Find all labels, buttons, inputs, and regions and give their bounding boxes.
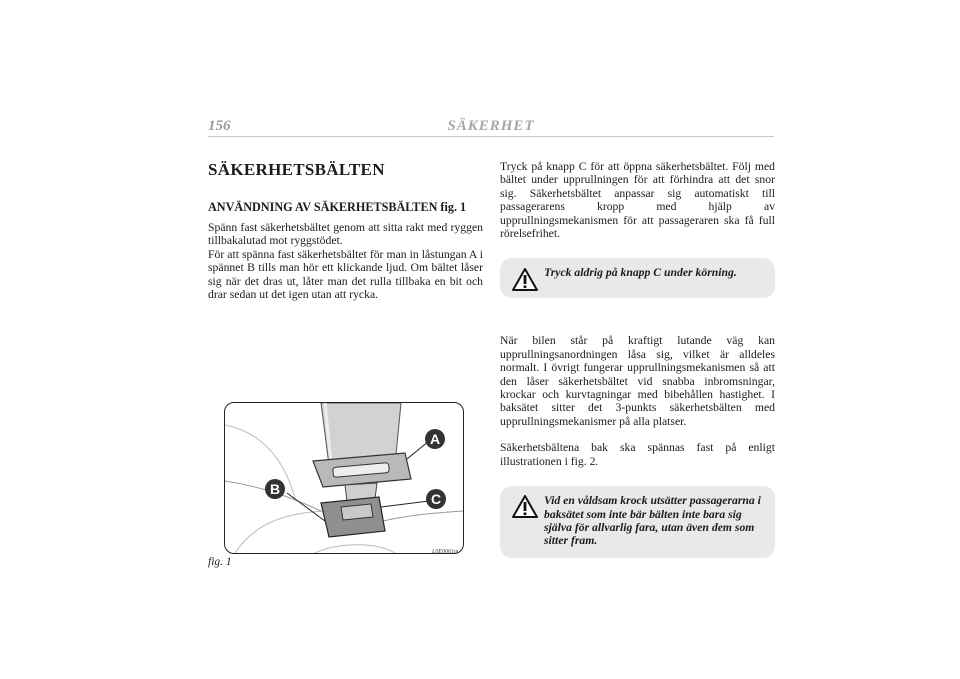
warning-text-rear: Vid en våldsam krock utsätter passagerarna i baksätet som inte bär bälten inte bara sig själva för allvarlig fara, utan även dem som sitter fram.	[544, 494, 761, 548]
release-button	[341, 504, 373, 520]
leader-line	[381, 501, 429, 507]
section-title: SÄKERHET	[447, 118, 535, 134]
seatbelt-illustration	[224, 402, 464, 554]
leader-line	[287, 493, 325, 521]
warning-icon	[512, 268, 538, 291]
spacer	[500, 428, 775, 441]
paragraph-rear-belts: Säkerhetsbältena bak ska spännas fast på enligt illustrationen i fig. 2.	[500, 441, 775, 468]
page-number: 156	[208, 118, 231, 134]
paragraph-buckle: För att spänna fast säkerhetsbältet för man in låstungan A i spännet B tills man hör ett klickande ljud. Om bältet låser sig när det dras ut, låter man det rulla tillbaka en bit och drar sedan ut det igen utan att rycka.	[208, 247, 483, 302]
figure-caption: fig. 1	[208, 556, 232, 568]
callout-a-label: A	[429, 431, 441, 447]
callout-b-label: B	[269, 481, 281, 497]
page-title: SÄKERHETSBÄLTEN	[208, 160, 385, 179]
paragraph-posture: Spänn fast säkerhetsbältet genom att sitta rakt med ryggen tillbakalutad mot ryggstödet.	[208, 221, 483, 248]
callout-c-label: C	[430, 491, 442, 507]
right-column	[500, 160, 775, 558]
seat-line	[235, 511, 325, 553]
warning-icon	[512, 495, 538, 518]
left-column	[208, 160, 483, 301]
subsection-title: ANVÄNDNING AV SÄKERHETSBÄLTEN fig. 1	[208, 200, 467, 214]
warning-text-button: Tryck aldrig på knapp C under körning.	[544, 266, 737, 280]
spacer	[500, 298, 775, 334]
leader-line	[407, 441, 429, 459]
figure-code: L0E0061m	[432, 549, 459, 555]
seatbelt-drawing	[225, 403, 463, 553]
warning-box-button	[500, 258, 775, 298]
header-rule	[208, 136, 774, 137]
paragraph-retractor: När bilen står på kraftigt lutande väg kan upprullningsanordningen låsa sig, vilket är alldeles normalt. I övrigt fungerar upprullningsmekanismen så att den låser säkerhetsbältet vid snabba inbromsningar, krockar och kurvtagningar med bibehållen hastighet. I baksätet sitter det 3-punkts säkerhetsbälten med upprullningsmekanismer på alla platser.	[500, 334, 775, 428]
seat-line	[315, 545, 395, 553]
seat-line	[375, 511, 463, 523]
warning-box-rear	[500, 486, 775, 558]
paragraph-release: Tryck på knapp C för att öppna säkerhetsbältet. Följ med bältet under upprullningen för att förhindra att det snor sig. Säkerhetsbältet anpassar sig automatiskt till passagerarens kropp med hjälp av upprullningsmekanismen för att passageraren ska få full rörelsefrihet.	[500, 160, 775, 241]
